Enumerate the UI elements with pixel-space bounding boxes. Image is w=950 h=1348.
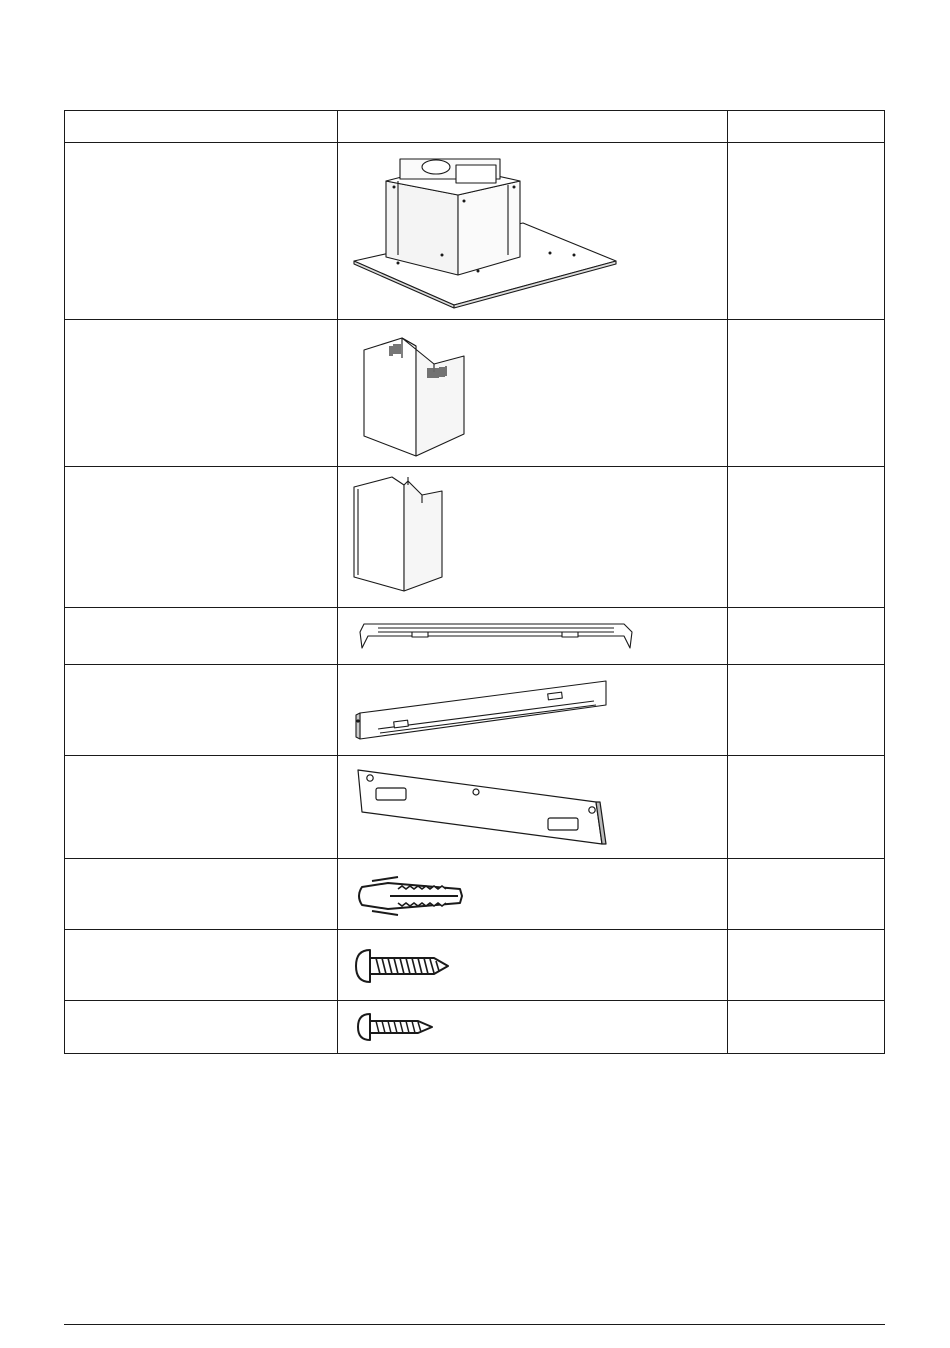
part-name-cell [65, 859, 338, 930]
part-picture-cell [338, 467, 727, 608]
slotted-bracket-illustration [338, 665, 727, 755]
part-picture-cell [338, 608, 727, 665]
table-row [65, 467, 885, 608]
table-row [65, 756, 885, 859]
quantity-cell [727, 859, 884, 930]
part-name-cell [65, 756, 338, 859]
part-picture-cell [338, 859, 727, 930]
header-part-name [65, 111, 338, 143]
footer-rule [64, 1324, 885, 1325]
table-row [65, 608, 885, 665]
large-screw-illustration [338, 930, 727, 1000]
quantity-cell [727, 1001, 884, 1054]
upper-chimney-illustration [338, 320, 727, 466]
table-header-row [65, 111, 885, 143]
quantity-cell [727, 930, 884, 1001]
part-picture-cell [338, 930, 727, 1001]
narrow-bracket-illustration [338, 608, 727, 664]
part-name-cell [65, 665, 338, 756]
hood-body-illustration [338, 143, 727, 319]
table-row [65, 859, 885, 930]
small-screw-illustration [338, 1001, 727, 1053]
part-name-cell [65, 320, 338, 467]
part-name-cell [65, 608, 338, 665]
table-row [65, 1001, 885, 1054]
lower-chimney-illustration [338, 467, 727, 607]
mounting-plate-illustration [338, 756, 727, 858]
part-name-cell [65, 1001, 338, 1054]
part-picture-cell [338, 665, 727, 756]
header-part-picture [338, 111, 727, 143]
part-name-cell [65, 143, 338, 320]
quantity-cell [727, 756, 884, 859]
wall-plug-illustration [338, 859, 727, 929]
part-name-cell [65, 467, 338, 608]
part-picture-cell [338, 756, 727, 859]
header-quantity [727, 111, 884, 143]
part-picture-cell [338, 143, 727, 320]
quantity-cell [727, 608, 884, 665]
part-picture-cell [338, 320, 727, 467]
table-row [65, 930, 885, 1001]
quantity-cell [727, 320, 884, 467]
quantity-cell [727, 143, 884, 320]
quantity-cell [727, 665, 884, 756]
parts-table [64, 110, 885, 1054]
table-row [65, 143, 885, 320]
part-name-cell [65, 930, 338, 1001]
table-row [65, 665, 885, 756]
table-row [65, 320, 885, 467]
quantity-cell [727, 467, 884, 608]
part-picture-cell [338, 1001, 727, 1054]
